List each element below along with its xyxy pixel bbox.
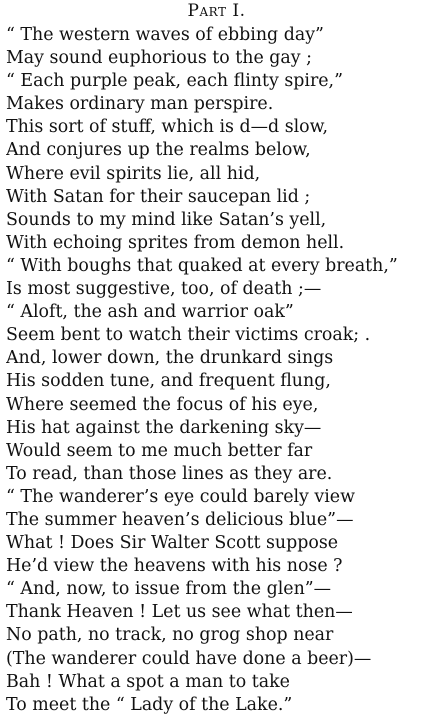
poem-line: “ The wanderer’s eye could barely view [6, 486, 355, 507]
poem-line: Bah ! What a spot a man to take [6, 671, 290, 692]
poem-line: No path, no track, no grog shop near [6, 625, 334, 646]
poem-line: Where evil spirits lie, all hid, [6, 163, 261, 184]
poem-line: And, lower down, the drunkard sings [6, 348, 334, 369]
poem-line: What ! Does Sir Walter Scott suppose [6, 533, 339, 554]
poem-line: “ And, now, to issue from the glen”— [6, 579, 332, 600]
poem-line: This sort of stuff, which is d—d slow, [6, 117, 328, 138]
poem-line: To meet the “ Lady of the Lake.” [6, 694, 293, 715]
poem-line: Where seemed the focus of his eye, [6, 394, 319, 415]
poem-line: “ Each purple peak, each flinty spire,” [6, 71, 343, 92]
poem-line: “ Aloft, the ash and warrior oak” [6, 302, 294, 323]
poem-line: Thank Heaven ! Let us see what then— [6, 602, 353, 623]
poem-stanza [6, 24, 430, 717]
poem-line: Seem bent to watch their victims croak; . [6, 325, 371, 346]
poem-line: The summer heaven’s delicious blue”— [6, 509, 354, 530]
poem-line: With echoing sprites from demon hell. [6, 232, 345, 253]
poem-line: Makes ordinary man perspire. [6, 94, 274, 115]
poem-line: To read, than those lines as they are. [6, 463, 333, 484]
poem-line: He’d view the heavens with his nose ? [6, 556, 343, 577]
poem-line: With Satan for their saucepan lid ; [6, 186, 311, 207]
poem-line: “ The western waves of ebbing day” [6, 25, 324, 45]
poem-line: His hat against the darkening sky— [6, 417, 322, 438]
poem-line: “ With boughs that quaked at every breath,” [6, 255, 398, 276]
part-heading: Part I. [187, 1, 246, 21]
poem-line: Sounds to my mind like Satan’s yell, [6, 209, 327, 230]
poem-line: His sodden tune, and frequent flung, [6, 371, 331, 392]
poem-line: Would seem to me much better far [6, 440, 313, 461]
poem-line: And conjures up the realms below, [6, 140, 311, 161]
poem-line: Is most suggestive, too, of death ;— [6, 279, 322, 300]
poem-line: May sound euphorious to the gay ; [6, 48, 312, 69]
poem-line: (The wanderer could have done a beer)— [6, 648, 372, 669]
